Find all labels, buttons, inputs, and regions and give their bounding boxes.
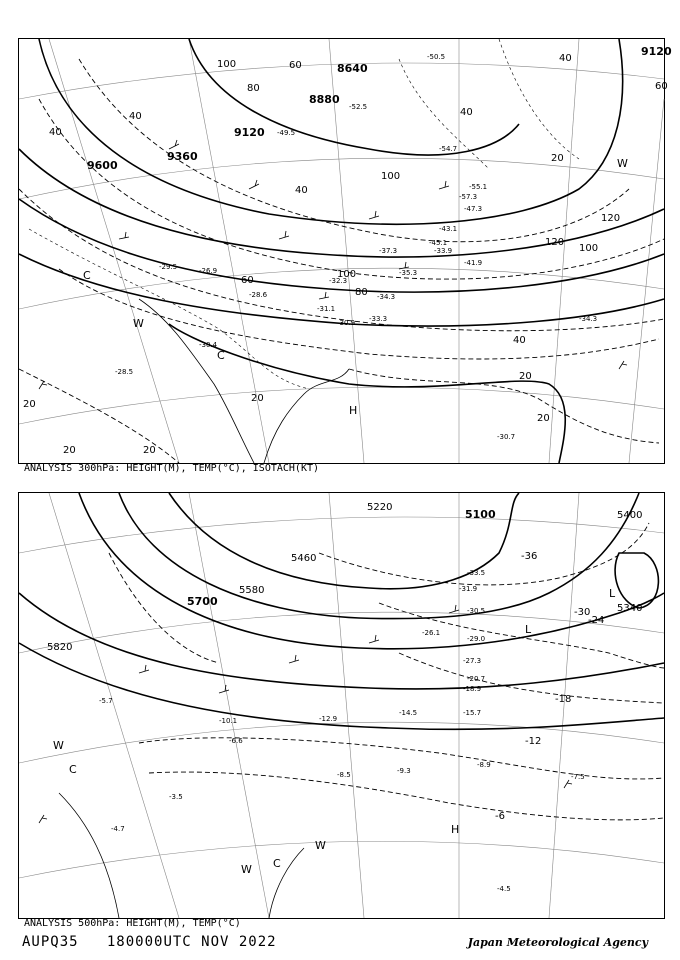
temp-label: -26.1 bbox=[422, 629, 441, 637]
temp-label: -47.3 bbox=[464, 205, 483, 213]
temp-label: -4.7 bbox=[111, 825, 125, 833]
temp-label: -27.3 bbox=[463, 657, 482, 665]
isotach-label: 100 bbox=[337, 269, 357, 280]
temp-label: -55.1 bbox=[469, 183, 488, 191]
temp-label: -49.5 bbox=[277, 129, 296, 137]
isotach-label: 20 bbox=[63, 445, 76, 456]
temp-label: -29.0 bbox=[467, 635, 486, 643]
isotach-label: 20 bbox=[519, 371, 532, 382]
height-label: 9120 bbox=[641, 45, 672, 58]
graticule bbox=[19, 39, 664, 463]
temp-label: -8.5 bbox=[337, 771, 351, 779]
temp-label: -30.5 bbox=[467, 607, 486, 615]
isotherms bbox=[29, 39, 579, 389]
warm-symbol: W bbox=[53, 739, 64, 752]
temp-label: -18.9 bbox=[463, 685, 482, 693]
coastline bbox=[59, 793, 119, 918]
temp-label: -41.9 bbox=[464, 259, 483, 267]
height-label: 5100 bbox=[465, 508, 496, 521]
isotachs bbox=[19, 59, 664, 463]
map-300hpa-canvas bbox=[19, 39, 672, 463]
warm-symbol: W bbox=[315, 839, 326, 852]
height-label: 5220 bbox=[367, 502, 393, 513]
temp-label: -54.7 bbox=[439, 145, 458, 153]
isotach-label: 40 bbox=[49, 127, 62, 138]
temp-label: -33.9 bbox=[434, 247, 453, 255]
high-symbol: H bbox=[349, 404, 358, 417]
temp-label: -34.3 bbox=[579, 315, 598, 323]
isotach-label: 120 bbox=[545, 237, 565, 248]
high-symbol: H bbox=[451, 823, 460, 836]
temp-label: -7.5 bbox=[571, 773, 585, 781]
temp-label: -37.3 bbox=[379, 247, 398, 255]
isotach-label: 60 bbox=[655, 81, 668, 92]
temp-label: -33.3 bbox=[369, 315, 388, 323]
temp-label: -45.1 bbox=[429, 239, 448, 247]
coastline bbox=[264, 369, 349, 463]
isotach-label: 80 bbox=[355, 287, 368, 298]
temp-label: -15.7 bbox=[463, 709, 482, 717]
cold-symbol: C bbox=[83, 269, 91, 282]
temp-label: -26.9 bbox=[199, 267, 218, 275]
graticule bbox=[19, 493, 664, 918]
temp-label: -6.6 bbox=[229, 737, 243, 745]
temp-label: -9.3 bbox=[397, 767, 411, 775]
temp-label: -32.3 bbox=[329, 277, 348, 285]
height-label: 9600 bbox=[87, 159, 118, 172]
temp-label: -31.1 bbox=[317, 305, 336, 313]
isotach-label: 60 bbox=[289, 60, 302, 71]
map-500hpa-canvas bbox=[19, 493, 664, 918]
temp-label: -4.5 bbox=[497, 885, 511, 893]
warm-symbol: W bbox=[241, 863, 252, 876]
height-label: 5340 bbox=[617, 603, 643, 614]
caption-500hpa: ANALYSIS 500hPa: HEIGHT(M), TEMP(°C) bbox=[24, 918, 241, 929]
height-label: 5700 bbox=[187, 595, 218, 608]
isotherm-label: -12 bbox=[525, 736, 542, 747]
product-header bbox=[22, 934, 277, 950]
height-label: 8880 bbox=[309, 93, 340, 106]
warm-symbol: W bbox=[133, 317, 144, 330]
cold-symbol: C bbox=[217, 349, 225, 362]
isotach-label: 20 bbox=[551, 153, 564, 164]
temp-label: -57.3 bbox=[459, 193, 478, 201]
isotach-label: 40 bbox=[513, 335, 526, 346]
isotherm-label: -18 bbox=[555, 694, 572, 705]
isotach-label: 40 bbox=[295, 185, 308, 196]
isotherm-label: -36 bbox=[521, 551, 538, 562]
map-300hpa bbox=[18, 38, 672, 464]
isotach-label: 80 bbox=[247, 83, 260, 94]
isotherm-label: -6 bbox=[495, 811, 505, 822]
temp-label: -28.5 bbox=[115, 368, 134, 376]
coastline bbox=[139, 299, 254, 463]
temp-label: -33.5 bbox=[467, 569, 486, 577]
isotach-label: 60 bbox=[241, 275, 254, 286]
isotach-label: 20 bbox=[143, 445, 156, 456]
temp-label: -5.7 bbox=[99, 697, 113, 705]
isotherm-label: -30 bbox=[574, 607, 591, 618]
height-label: 5460 bbox=[291, 553, 317, 564]
wind-barbs bbox=[39, 605, 572, 823]
isotach-label: 100 bbox=[579, 243, 599, 254]
cold-symbol: C bbox=[273, 857, 281, 870]
isotach-label: 20 bbox=[251, 393, 264, 404]
caption-300hpa: ANALYSIS 300hPa: HEIGHT(M), TEMP(°C), ISOTACH(KT) bbox=[24, 463, 320, 474]
temp-label: -14.5 bbox=[399, 709, 418, 717]
temp-label: -35.3 bbox=[399, 269, 418, 277]
height-label: 5580 bbox=[239, 585, 265, 596]
low-symbol: L bbox=[525, 623, 532, 636]
temp-label: -28.6 bbox=[249, 291, 268, 299]
temp-label: -29.5 bbox=[159, 263, 178, 271]
cold-symbol: C bbox=[69, 763, 77, 776]
height-label: 9360 bbox=[167, 150, 198, 163]
temp-label: -30.4 bbox=[199, 341, 218, 349]
low-symbol: L bbox=[609, 587, 616, 600]
agency-name: Japan Meteorological Agency bbox=[467, 936, 648, 949]
wind-barbs bbox=[39, 140, 627, 389]
isotach-label: 120 bbox=[601, 213, 621, 224]
height-label: 5400 bbox=[617, 510, 643, 521]
isotherm-label: -24 bbox=[588, 615, 605, 626]
height-contours bbox=[19, 39, 664, 463]
temp-label: -10.1 bbox=[219, 717, 238, 725]
isotach-label: 20 bbox=[23, 399, 36, 410]
map-500hpa bbox=[18, 492, 665, 919]
temp-label: -30.9 bbox=[337, 319, 356, 327]
product-code: AUPQ35 bbox=[22, 934, 79, 950]
isotach-label: 40 bbox=[460, 107, 473, 118]
temp-label: -30.7 bbox=[497, 433, 516, 441]
warm-symbol: W bbox=[617, 157, 628, 170]
temp-label: -34.3 bbox=[377, 293, 396, 301]
temp-label: -20.7 bbox=[467, 675, 486, 683]
analysis-datetime: 180000UTC NOV 2022 bbox=[106, 934, 277, 950]
temp-label: -52.5 bbox=[349, 103, 368, 111]
temp-label: -31.9 bbox=[459, 585, 478, 593]
isotach-label: 100 bbox=[381, 171, 401, 182]
temp-label: -50.5 bbox=[427, 53, 446, 61]
isotach-label: 40 bbox=[559, 53, 572, 64]
temp-label: -43.1 bbox=[439, 225, 458, 233]
temp-label: -3.5 bbox=[169, 793, 183, 801]
temp-label: -12.9 bbox=[319, 715, 338, 723]
isotach-label: 100 bbox=[217, 59, 237, 70]
height-label: 5820 bbox=[47, 642, 73, 653]
height-label: 8640 bbox=[337, 62, 368, 75]
temp-label: -8.9 bbox=[477, 761, 491, 769]
height-label: 9120 bbox=[234, 126, 265, 139]
isotach-label: 20 bbox=[537, 413, 550, 424]
isotach-label: 40 bbox=[129, 111, 142, 122]
